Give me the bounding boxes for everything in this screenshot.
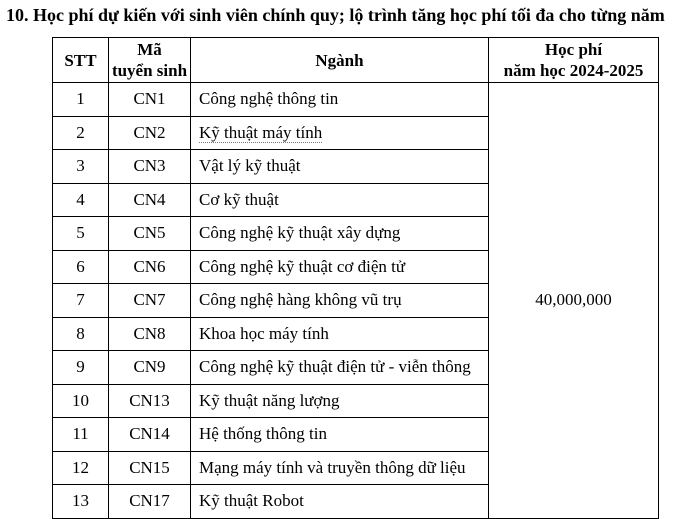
row-stt: 6 [53, 250, 109, 284]
row-stt: 10 [53, 384, 109, 418]
row-major: Kỹ thuật Robot [191, 485, 489, 519]
row-major: Công nghệ thông tin [191, 83, 489, 117]
row-code: CN3 [109, 150, 191, 184]
header-row [53, 38, 659, 83]
row-code: CN2 [109, 116, 191, 150]
row-major: Khoa học máy tính [191, 317, 489, 351]
row-stt: 9 [53, 351, 109, 385]
row-code: CN17 [109, 485, 191, 519]
row-major: Công nghệ kỹ thuật xây dựng [191, 217, 489, 251]
row-code: CN9 [109, 351, 191, 385]
row-stt: 11 [53, 418, 109, 452]
header-major: Ngành [191, 38, 489, 83]
row-stt: 12 [53, 451, 109, 485]
header-admission-code [109, 38, 191, 83]
tuition-table [52, 37, 659, 519]
header-fee-line1: Học phí [544, 40, 603, 59]
header-fee-line2: năm học 2024-2025 [503, 61, 644, 80]
header-code-line1: Mã [137, 40, 162, 59]
row-code: CN6 [109, 250, 191, 284]
row-stt: 3 [53, 150, 109, 184]
row-stt: 5 [53, 217, 109, 251]
section-title: 10. Học phí dự kiến với sinh viên chính quy; lộ trình tăng học phí tối đa cho từng năm [6, 5, 665, 25]
row-major: Kỹ thuật năng lượng [191, 384, 489, 418]
row-major: Vật lý kỹ thuật [191, 150, 489, 184]
row-code: CN7 [109, 284, 191, 318]
row-code: CN15 [109, 451, 191, 485]
row-stt: 2 [53, 116, 109, 150]
row-major: Công nghệ kỹ thuật cơ điện tử [191, 250, 489, 284]
row-stt: 1 [53, 83, 109, 117]
row-major: Công nghệ hàng không vũ trụ [191, 284, 489, 318]
row-code: CN5 [109, 217, 191, 251]
row-stt: 7 [53, 284, 109, 318]
row-stt: 13 [53, 485, 109, 519]
row-code: CN4 [109, 183, 191, 217]
row-major: Cơ kỹ thuật [191, 183, 489, 217]
row-stt: 8 [53, 317, 109, 351]
tuition-fee-cell: 40,000,000 [489, 83, 659, 519]
header-tuition [489, 38, 659, 83]
row-code: CN14 [109, 418, 191, 452]
header-stt: STT [53, 38, 109, 83]
row-code: CN8 [109, 317, 191, 351]
row-major: Hệ thống thông tin [191, 418, 489, 452]
row-major [191, 116, 489, 150]
row-major: Mạng máy tính và truyền thông dữ liệu [191, 451, 489, 485]
header-code-line2: tuyển sinh [111, 61, 188, 80]
row-major-text: Kỹ thuật máy tính [199, 122, 323, 142]
row-stt: 4 [53, 183, 109, 217]
table-row [53, 83, 659, 117]
row-major: Công nghệ kỹ thuật điện tử - viễn thông [191, 351, 489, 385]
row-code: CN1 [109, 83, 191, 117]
row-code: CN13 [109, 384, 191, 418]
